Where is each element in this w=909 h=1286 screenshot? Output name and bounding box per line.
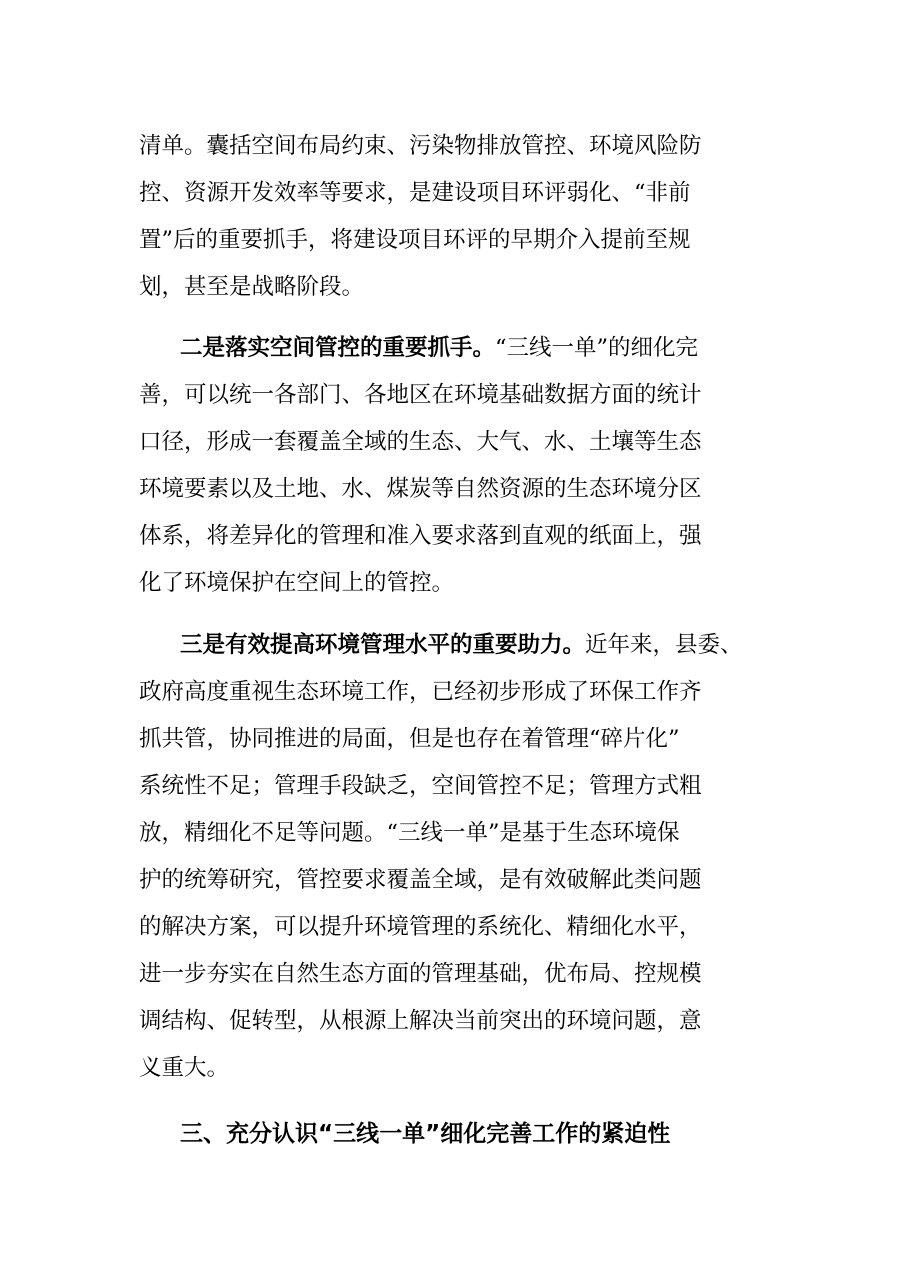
paragraph-first-line xyxy=(180,628,743,662)
text-run: “三线一单”的细化完 xyxy=(495,335,699,361)
paragraph-lead: 三是有效提高环境管理水平的重要助力。 xyxy=(180,632,586,658)
text-line: 的解决方案，可以提升环境管理的系统化、精细化水平， xyxy=(139,914,702,940)
paragraph-first-line xyxy=(180,331,698,365)
text-line: 控、资源开发效率等要求，是建设项目环评弱化、“非前 xyxy=(139,180,691,206)
text-line: 划，甚至是战略阶段。 xyxy=(139,274,365,300)
paragraph-lead: 二是落实空间管控的重要抓手。 xyxy=(180,335,496,361)
text-line: 政府高度重视生态环境工作，已经初步形成了环保工作齐 xyxy=(139,679,702,705)
text-line: 体系，将差异化的管理和准入要求落到直观的纸面上，强 xyxy=(139,523,702,549)
text-line: 进一步夯实在自然生态方面的管理基础，优布局、控规模 xyxy=(139,961,702,987)
text-line: 化了环境保护在空间上的管控。 xyxy=(139,570,455,596)
text-line: 置”后的重要抓手，将建设项目环评的早期介入提前至规 xyxy=(139,227,691,253)
text-line: 放，精细化不足等问题。“三线一单”是基于生态环境保 xyxy=(139,820,680,846)
text-line: 调结构、促转型，从根源上解决当前突出的环境问题，意 xyxy=(139,1008,702,1034)
text-line: 环境要素以及土地、水、煤炭等自然资源的生态环境分区 xyxy=(139,476,702,502)
text-run: 近年来，县委、 xyxy=(585,632,743,658)
section-heading: 三、充分认识“三线一单”细化完善工作的紧迫性 xyxy=(180,1121,671,1147)
text-line: 系统性不足；管理手段缺乏，空间管控不足；管理方式粗 xyxy=(139,773,702,799)
text-line: 口径，形成一套覆盖全域的生态、大气、水、土壤等生态 xyxy=(139,429,702,455)
text-line: 善，可以统一各部门、各地区在环境基础数据方面的统计 xyxy=(139,382,702,408)
text-line: 清单。囊括空间布局约束、污染物排放管控、环境风险防 xyxy=(139,133,702,159)
text-line: 护的统筹研究，管控要求覆盖全域，是有效破解此类问题 xyxy=(139,867,702,893)
text-line: 义重大。 xyxy=(139,1055,230,1081)
text-line: 抓共管，协同推进的局面，但是也存在着管理“碎片化” xyxy=(139,726,680,752)
